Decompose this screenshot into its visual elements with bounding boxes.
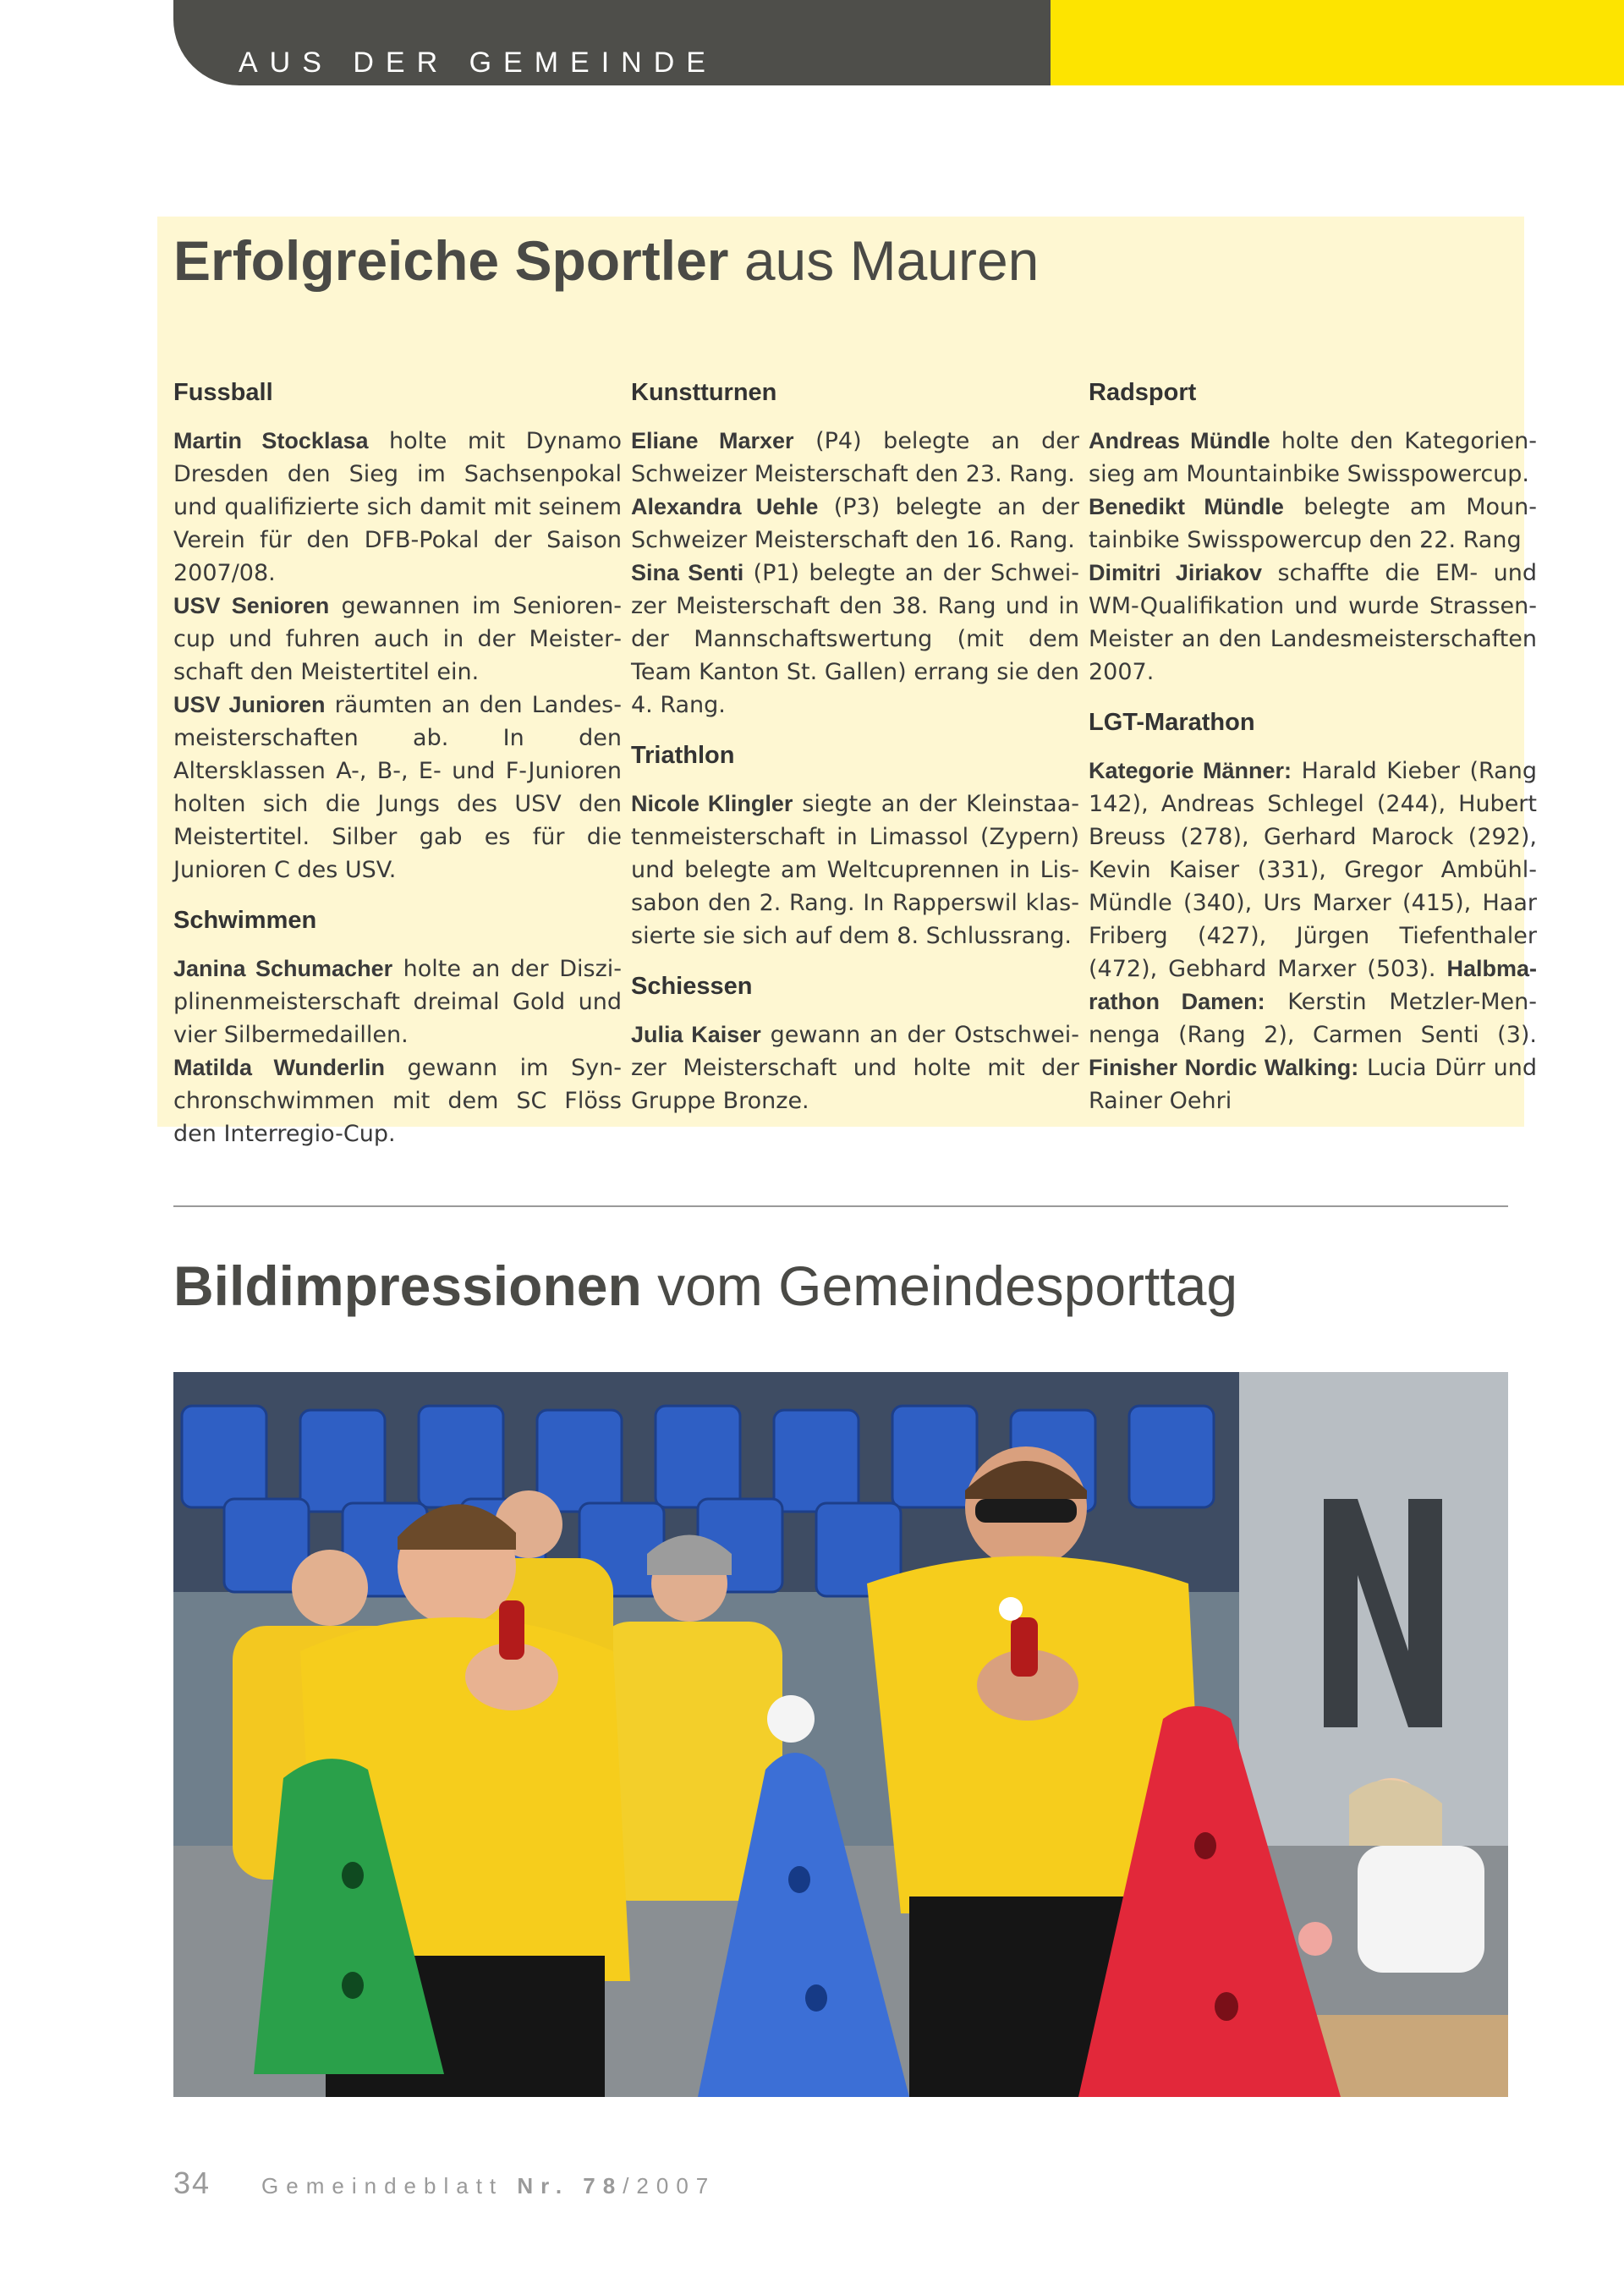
article-title-rest: aus Mauren <box>728 229 1040 292</box>
paragraph <box>1089 425 1537 491</box>
paragraph-text: gewann im Synchronschwimmen mit dem SC Flöss den Interregio-Cup. <box>173 1055 622 1147</box>
paragraph <box>631 491 1079 557</box>
paragraph-text: (P1) belegte an der Schweizer Meisterschaft den 38. Rang und in der Mannschaftswertung (mit dem Team Kanton St. Gallen) errang sie den 4. Rang. <box>631 560 1079 718</box>
paragraph <box>1089 557 1537 689</box>
paragraph-text: gewann an der Ostschweizer Meisterschaft und holte mit der Gruppe Bronze. <box>631 1022 1079 1114</box>
paragraph <box>173 425 622 590</box>
paragraph-text: Lucia Dürr und Rainer Oehri <box>1089 1055 1538 1114</box>
athlete-name: Alexandra Uehle <box>631 494 819 519</box>
athlete-name: Martin Stocklasa <box>173 428 369 453</box>
column-3 <box>1089 376 1537 1117</box>
column-1 <box>173 376 622 1150</box>
sports-day-photo <box>173 1372 1508 2097</box>
paragraph-text: holte an der Disziplinenmeisterschaft dreimal Gold und vier Silbermedaillen. <box>173 956 622 1048</box>
athlete-name: USV Senioren <box>173 593 330 618</box>
publication-name <box>261 2173 716 2198</box>
article-title <box>173 227 1039 294</box>
paragraph <box>631 557 1079 722</box>
athlete-name: Sina Senti <box>631 560 744 585</box>
athlete-name: Janina Schumacher <box>173 956 393 981</box>
page-footer <box>173 2165 716 2201</box>
heading-schwimmen: Schwimmen <box>173 907 317 934</box>
athlete-name: Nicole Klingler <box>631 791 793 816</box>
athlete-name: Julia Kaiser <box>631 1022 761 1047</box>
section-label: AUS DER GEMEINDE <box>239 47 717 79</box>
paragraph-text: Kerstin Metzler-Mennenga (Rang 2), Carmen Senti (3). <box>1089 989 1537 1048</box>
athlete-name: Benedikt Mündle <box>1089 494 1284 519</box>
athlete-name: USV Junioren <box>173 692 326 717</box>
athlete-name: Eliane Marxer <box>631 428 794 453</box>
issue-number: Nr. 78 <box>517 2173 623 2198</box>
paragraph <box>1089 491 1537 557</box>
paragraph-text: Harald Kieber (Rang 142), Andreas Schlegel (244), Hubert Breuss (278), Gerhard Marock (292), Kevin Kaiser (331), Gregor Ambühl-Mündle (340), Urs Marxer (415), Haar Friberg (427), Jürgen Tiefenthaler (472), Gebhard Marxer (503). <box>1089 758 1537 982</box>
paragraph <box>631 425 1079 491</box>
paragraph <box>173 590 622 689</box>
category-label: Finisher Nordic Walking: <box>1089 1055 1359 1080</box>
paragraph-text: holte den Kategoriensieg am Mountainbike Swisspowercup. <box>1089 428 1537 487</box>
article-title-bold: Erfolgreiche Sportler <box>173 229 729 292</box>
issue-year: /2007 <box>623 2173 716 2198</box>
heading-fussball: Fussball <box>173 379 273 406</box>
paragraph-text: schaffte die EM- und WM-Qualifikation und wurde Strassen-Meister an den Landesmeisterschaften 2007. <box>1089 560 1537 685</box>
paragraph <box>631 788 1079 952</box>
heading-triathlon: Triathlon <box>631 742 735 769</box>
article-title-rest: vom Gemeindesporttag <box>641 1254 1238 1317</box>
paragraph-text: (P4) belegte an der Schweizer Meisterschaft den 23. Rang. <box>631 428 1079 487</box>
athlete-name: Matilda Wunderlin <box>173 1055 385 1080</box>
category-label: Halbmarathon Damen: <box>1089 956 1537 1014</box>
publication-title: Gemeindeblatt <box>261 2173 518 2198</box>
article-title-bold: Bildimpressionen <box>173 1254 642 1317</box>
article-title <box>173 1252 1237 1320</box>
heading-lgt-marathon: LGT-Marathon <box>1089 709 1255 736</box>
paragraph <box>1089 755 1537 1117</box>
athlete-name: Andreas Mündle <box>1089 428 1270 453</box>
paragraph <box>173 952 622 1051</box>
athlete-name: Dimitri Jiriakov <box>1089 560 1262 585</box>
paragraph <box>631 1018 1079 1117</box>
paragraph-text: (P3) belegte an der Schweizer Meisterschaft den 16. Rang. <box>631 494 1079 553</box>
heading-schiessen: Schiessen <box>631 973 753 1000</box>
section-divider <box>173 1205 1508 1207</box>
paragraph <box>173 689 622 886</box>
paragraph <box>173 1051 622 1150</box>
category-label: Kategorie Männer: <box>1089 758 1292 783</box>
paragraph-text: belegte am Mountainbike Swisspowercup den 22. Rang <box>1089 494 1538 553</box>
column-2 <box>631 376 1079 1117</box>
paragraph-text: gewannen im Seniorencup und fuhren auch in der Meisterschaft den Meistertitel ein. <box>173 593 623 685</box>
header-accent <box>1051 0 1624 85</box>
page-number: 34 <box>173 2165 211 2200</box>
paragraph-text: siegte an der Kleinstaatenmeisterschaft in Limassol (Zypern) und belegte am Weltcuprennen in Lissabon den 2. Rang. In Rapperswil klassierte sie sich auf dem 8. Schlussrang. <box>631 791 1079 949</box>
paragraph-text: räumten an den Landesmeisterschaften ab. In den Altersklassen A-, B-, E- und F-Junioren holten sich die Jungs des USV den Meistertitel. Silber gab es für die Junioren C des USV. <box>173 692 622 883</box>
heading-radsport: Radsport <box>1089 379 1197 406</box>
photo-illustration <box>173 1372 1508 2097</box>
paragraph-text: holte mit Dynamo Dresden den Sieg im Sachsenpokal und qualifizierte sich damit mit seinem Verein für den DFB-Pokal der Saison 2007/08. <box>173 428 623 586</box>
heading-kunstturnen: Kunstturnen <box>631 379 777 406</box>
